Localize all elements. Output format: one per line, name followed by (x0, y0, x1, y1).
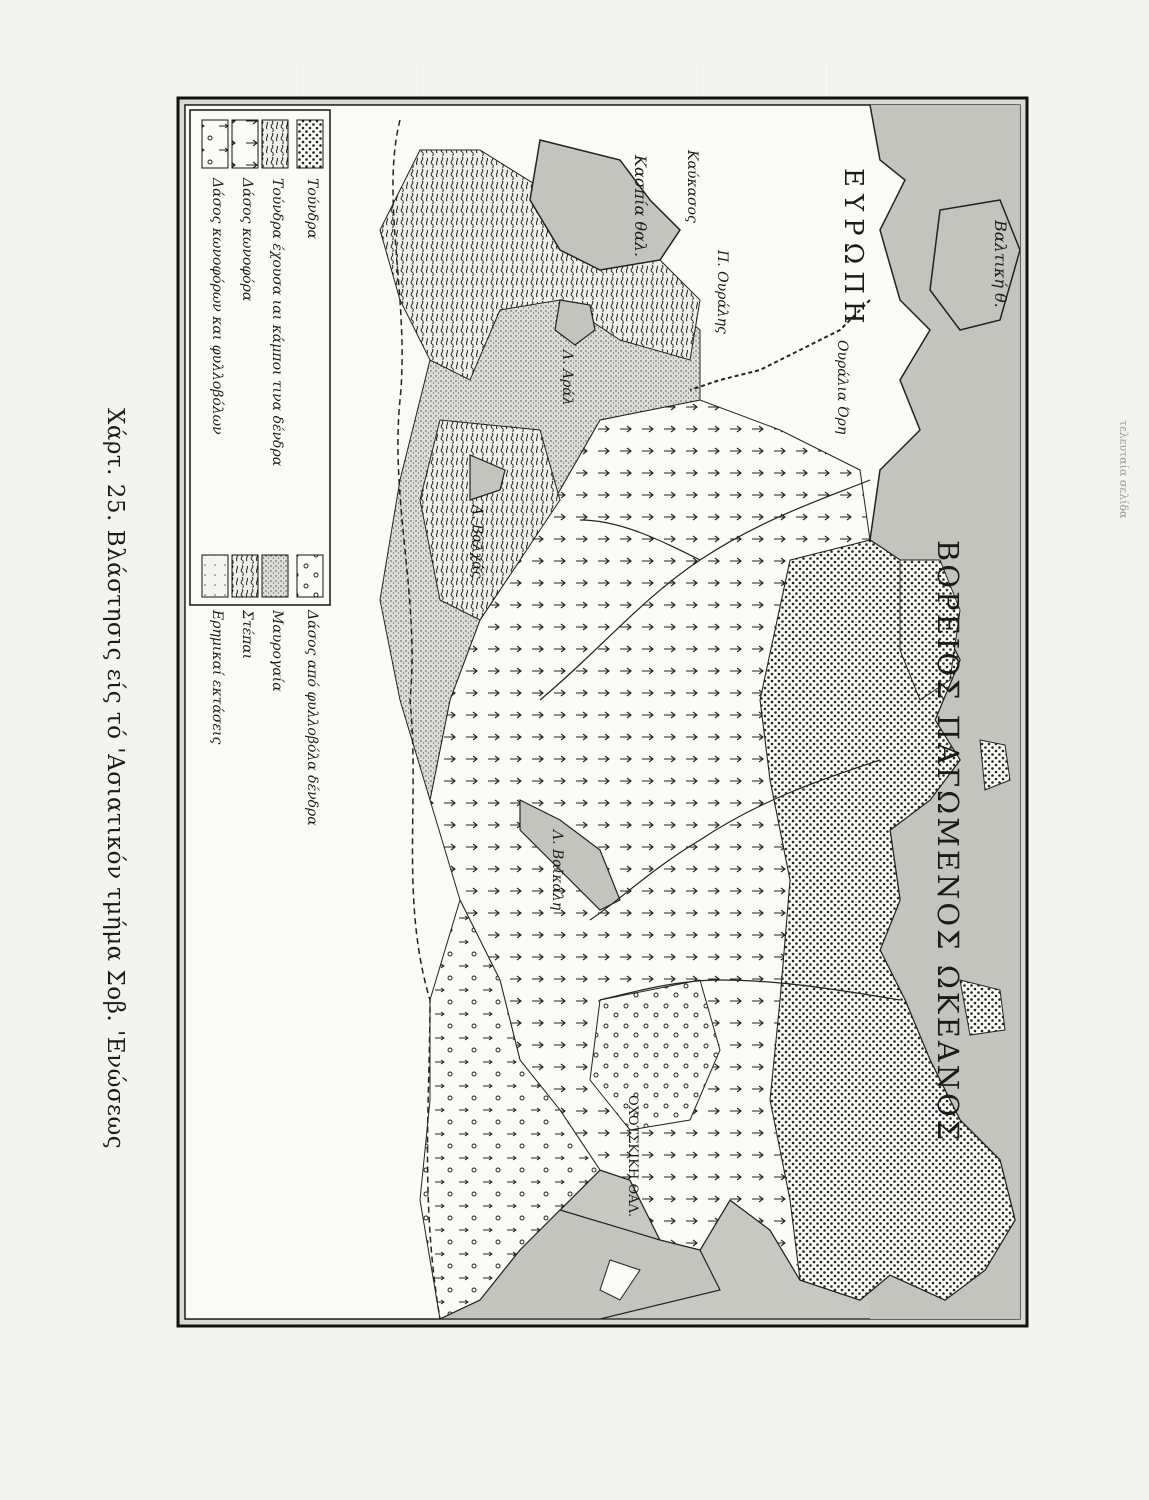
legend-swatch-conifer (232, 120, 258, 168)
bleed-through-label: τελευταία σελίδα (1117, 420, 1130, 519)
legend-label-deciduous: Δάσος από φυλλοβόλα δένδρα (304, 610, 320, 826)
lake-balkhash-label: Λ. Βαλχάς (469, 505, 485, 579)
legend-label-black-earth: Μαυρογαία (269, 610, 285, 692)
legend-swatch-tundra (297, 120, 323, 168)
ocean-label: ΒΟΡΕΙΟΣ ΠΑΓΩΜΕΝΟΣ ΩΚΕΑΝΟΣ (931, 540, 965, 1144)
legend-swatch-deciduous (297, 555, 323, 597)
legend-label-conifer: Δάσος κωνοφόρα (239, 178, 255, 302)
legend-swatch-desert (202, 555, 228, 597)
legend-label-mixed: Δάσος κωνοφόρων και φυλλοβόλων (209, 178, 225, 435)
ural-river-label: Π. Ουράλης (714, 250, 730, 334)
legend-swatch-steppe (232, 555, 258, 597)
lake-baikal-label: Λ. Βαϊκάλη (549, 830, 565, 911)
europe-label: ΕΥΡΩΠΗ (838, 168, 868, 331)
legend-label-tundra: Τούνδρα (304, 178, 320, 239)
map-caption: Χάρτ. 25. Βλάστησις είς τό 'Ασιατικόν τμήμα Σοβ. 'Ενώσεως (102, 408, 128, 1150)
legend-swatch-mixed (202, 120, 228, 168)
okhotsk-label: ΟΧΟΤΣΚΙΚΗ ΘΑΛ. (625, 1095, 640, 1218)
legend-label-desert: Ερημικαί εκτάσεις (209, 610, 225, 745)
legend-swatch-black-earth (262, 555, 288, 597)
caspian-label: Κασπία θαλ. (631, 155, 650, 258)
legend-swatch-shrub-tundra (262, 120, 288, 168)
baltic-label: Βαλτική θ. (991, 220, 1010, 308)
legend-label-steppe: Στέπαι (239, 610, 255, 660)
caucasus-label: Καύκασος (684, 150, 700, 223)
legend-label-shrub-tundra: Τούνδρα έχουσα ιαι κάμποι τινα δένδρα (269, 178, 285, 467)
lake-aral-label: Λ. Αράλ (559, 350, 575, 406)
ural-mountains-label: Ουράλια Όρη (834, 340, 850, 435)
